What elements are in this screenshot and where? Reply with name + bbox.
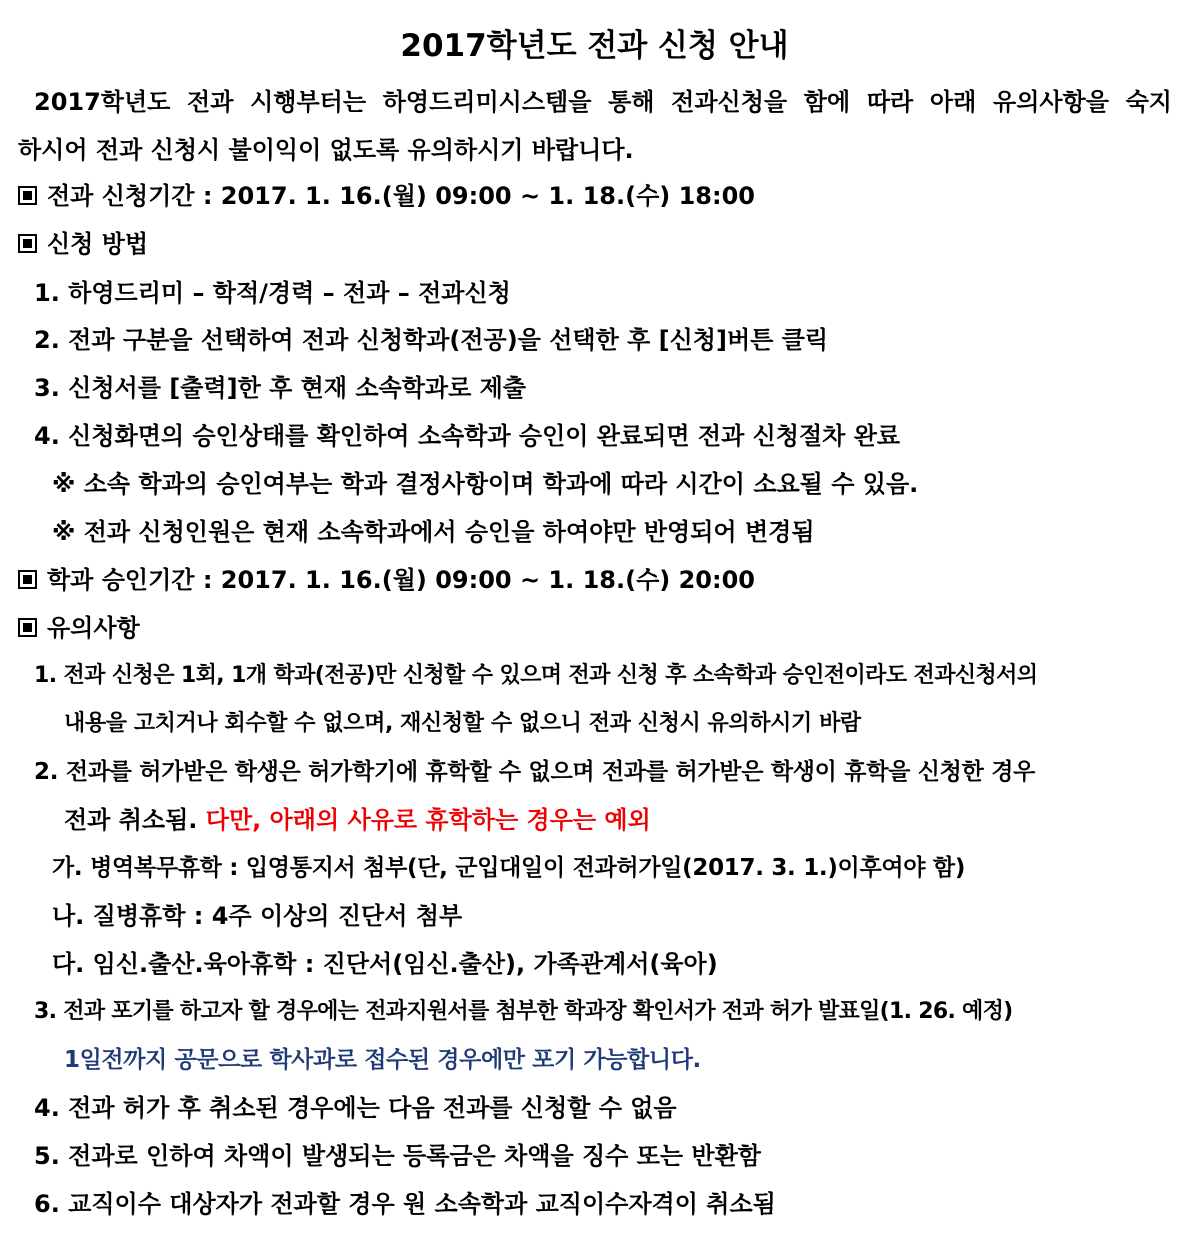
application-period-text: 전과 신청기간 : 2017. 1. 16.(월) 09:00 ~ 1. 18.(수) 18:00	[47, 182, 755, 210]
exception-ga: 가. 병역복무휴학 : 입영통지서 첨부(단, 군입대일이 전과허가일(2017. 3. 1.)이후여야 함)	[52, 855, 966, 881]
caution-1-line-1: 1. 전과 신청은 1회, 1개 학과(전공)만 신청할 수 있으며 전과 신청 후 소속학과 승인전이라도 전과신청서의	[34, 663, 1038, 688]
caution-6: 6. 교직이수 대상자가 전과할 경우 원 소속학과 교직이수자격이 취소됨	[34, 1190, 776, 1218]
section-application-period	[18, 180, 755, 212]
caution-3-line-2: 1일전까지 공문으로 학사과로 접수된 경우에만 포기 가능합니다.	[64, 1047, 701, 1073]
method-step-2: 2. 전과 구분을 선택하여 전과 신청학과(전공)을 선택한 후 [신청]버튼 클릭	[34, 326, 829, 354]
caution-5: 5. 전과로 인하여 차액이 발생되는 등록금은 차액을 징수 또는 반환함	[34, 1142, 761, 1170]
caution-4: 4. 전과 허가 후 취소된 경우에는 다음 전과를 신청할 수 없음	[34, 1094, 677, 1122]
approval-period-text: 학과 승인기간 : 2017. 1. 16.(월) 09:00 ~ 1. 18.(수) 20:00	[47, 566, 755, 594]
section-bullet-icon	[18, 570, 37, 589]
caution-2-line-2	[64, 804, 651, 836]
section-bullet-icon	[18, 234, 37, 253]
cautions-heading: 유의사항	[47, 614, 140, 642]
section-bullet-icon	[18, 618, 37, 637]
caution-2-exception: 다만, 아래의 사유로 휴학하는 경우는 예외	[205, 806, 651, 834]
intro-line-1: 2017학년도 전과 시행부터는 하영드리미시스템을 통해 전과신청을 함에 따라 아래 유의사항을 숙지	[34, 88, 1172, 116]
method-note-1: ※ 소속 학과의 승인여부는 학과 결정사항이며 학과에 따라 시간이 소요될 수 있음.	[52, 470, 919, 498]
document-title: 2017학년도 전과 신청 안내	[400, 28, 789, 64]
caution-2-text: 전과 취소됨.	[64, 806, 198, 834]
caution-1-line-2: 내용을 고치거나 회수할 수 없으며, 재신청할 수 없으니 전과 신청시 유의하시기 바람	[64, 711, 861, 736]
section-bullet-icon	[18, 186, 37, 205]
caution-3-line-1: 3. 전과 포기를 하고자 할 경우에는 전과지원서를 첨부한 학과장 확인서가 전과 허가 발표일(1. 26. 예정)	[34, 999, 1013, 1024]
section-method	[18, 228, 148, 260]
method-heading: 신청 방법	[47, 230, 149, 258]
caution-2-line-1: 2. 전과를 허가받은 학생은 허가학기에 휴학할 수 없으며 전과를 허가받은 학생이 휴학을 신청한 경우	[34, 759, 1036, 785]
method-step-3: 3. 신청서를 [출력]한 후 현재 소속학과로 제출	[34, 374, 527, 402]
method-step-1: 1. 하영드리미 – 학적/경력 – 전과 – 전과신청	[34, 279, 511, 307]
method-step-4: 4. 신청화면의 승인상태를 확인하여 소속학과 승인이 완료되면 전과 신청절차 완료	[34, 422, 901, 450]
exception-da: 다. 임신.출산.육아휴학 : 진단서(임신.출산), 가족관계서(육아)	[52, 950, 718, 978]
method-note-2: ※ 전과 신청인원은 현재 소속학과에서 승인을 하여야만 반영되어 변경됨	[52, 518, 815, 546]
section-approval-period	[18, 564, 755, 596]
intro-line-2: 하시어 전과 신청시 불이익이 없도록 유의하시기 바랍니다.	[18, 136, 634, 164]
section-cautions	[18, 612, 140, 644]
exception-na: 나. 질병휴학 : 4주 이상의 진단서 첨부	[52, 902, 463, 930]
